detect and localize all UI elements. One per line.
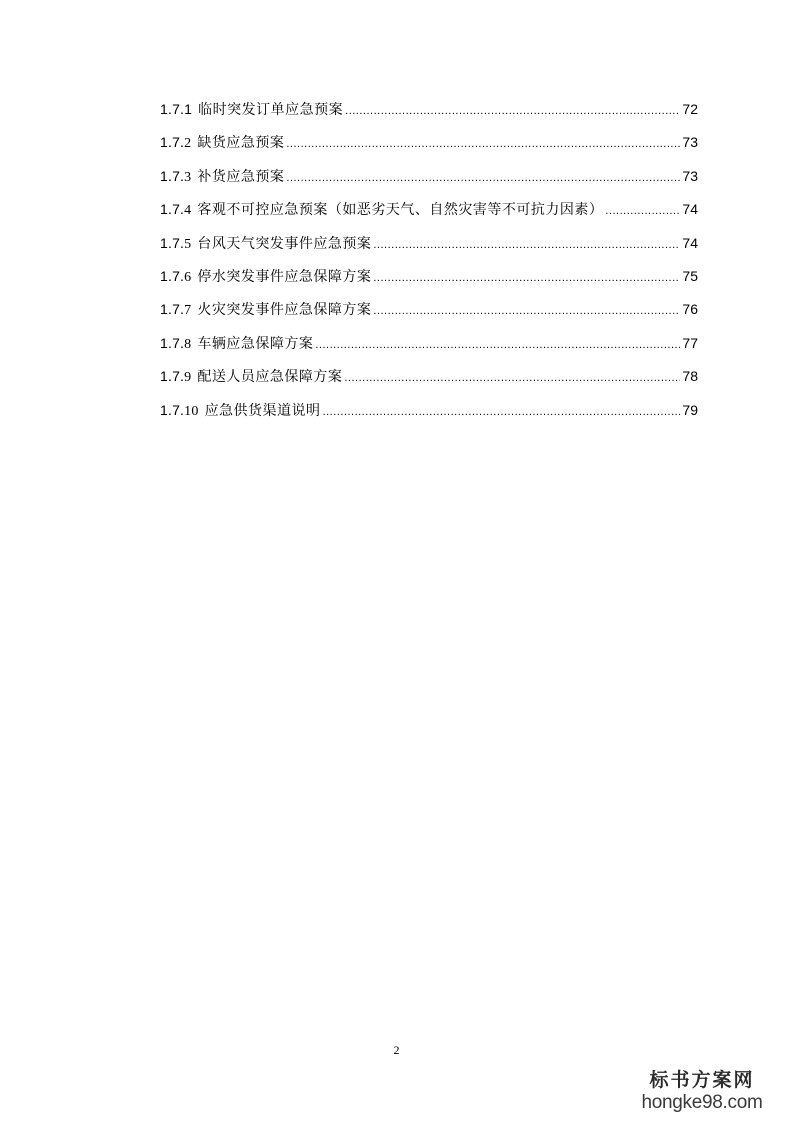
dot-leader	[344, 368, 680, 388]
toc-entry[interactable]	[160, 132, 698, 165]
toc-entry-title: 停水突发事件应急保障方案	[197, 268, 372, 285]
toc-entry-title: 台风天气突发事件应急预案	[197, 235, 372, 252]
toc-entry-number: 1.7.9	[160, 368, 192, 386]
toc-entry-title: 补货应急预案	[197, 168, 285, 185]
toc-entry[interactable]	[160, 333, 698, 366]
dot-leader	[286, 168, 680, 188]
dot-leader	[373, 268, 680, 288]
toc-entry-title: 临时突发订单应急预案	[198, 102, 344, 118]
dot-leader	[605, 201, 680, 221]
toc-entry-page: 79	[682, 401, 698, 418]
toc-entry-title: 客观不可控应急预案（如恶劣天气、自然灾害等不可抗力因素）	[197, 202, 604, 219]
dot-leader	[345, 101, 680, 121]
dot-leader	[373, 301, 680, 321]
watermark-url-text: hongke98.com	[641, 1092, 763, 1113]
toc-entry-page: 72	[682, 101, 698, 117]
table-of-contents	[160, 99, 698, 433]
toc-entry-page: 77	[682, 334, 698, 351]
toc-entry-page: 74	[682, 201, 698, 218]
toc-entry[interactable]	[160, 400, 698, 433]
toc-entry-number: 1.7.3	[160, 167, 192, 185]
toc-entry[interactable]	[160, 233, 698, 266]
toc-entry-page: 76	[682, 301, 698, 318]
toc-entry-number: 1.7.1	[160, 101, 193, 117]
toc-entry-number: 1.7.8	[160, 334, 192, 352]
toc-entry[interactable]	[160, 366, 698, 399]
toc-entry-page: 78	[682, 368, 698, 385]
watermark-logo	[627, 1068, 777, 1114]
toc-entry[interactable]	[160, 166, 698, 199]
dot-leader	[315, 335, 680, 355]
toc-entry-title: 车辆应急保障方案	[197, 335, 314, 352]
toc-entry-page: 74	[682, 234, 698, 251]
watermark-chinese-text: 标书方案网	[649, 1069, 755, 1091]
toc-entry-page: 73	[682, 167, 698, 184]
toc-entry-page: 75	[682, 267, 698, 284]
toc-entry-number: 1.7.6	[160, 267, 192, 285]
toc-entry-title: 应急供货渠道说明	[204, 402, 321, 419]
toc-entry[interactable]	[160, 266, 698, 299]
toc-entry-page: 73	[682, 134, 698, 151]
dot-leader	[373, 235, 680, 255]
page-number: 2	[393, 1043, 400, 1057]
toc-entry-number: 1.7.2	[160, 134, 192, 152]
toc-entry-number: 1.7.7	[160, 301, 192, 319]
toc-entry[interactable]	[160, 199, 698, 232]
toc-entry-title: 火灾突发事件应急保障方案	[197, 302, 372, 319]
toc-entry[interactable]	[160, 299, 698, 332]
dot-leader	[286, 134, 680, 154]
toc-entry-title: 缺货应急预案	[197, 135, 285, 152]
toc-entry-title: 配送人员应急保障方案	[197, 369, 343, 386]
toc-entry-number: 1.7.5	[160, 234, 192, 252]
toc-entry[interactable]	[160, 99, 698, 132]
dot-leader	[323, 402, 681, 422]
toc-entry-number: 1.7.4	[160, 201, 192, 219]
toc-entry-number: 1.7.10	[160, 401, 199, 419]
